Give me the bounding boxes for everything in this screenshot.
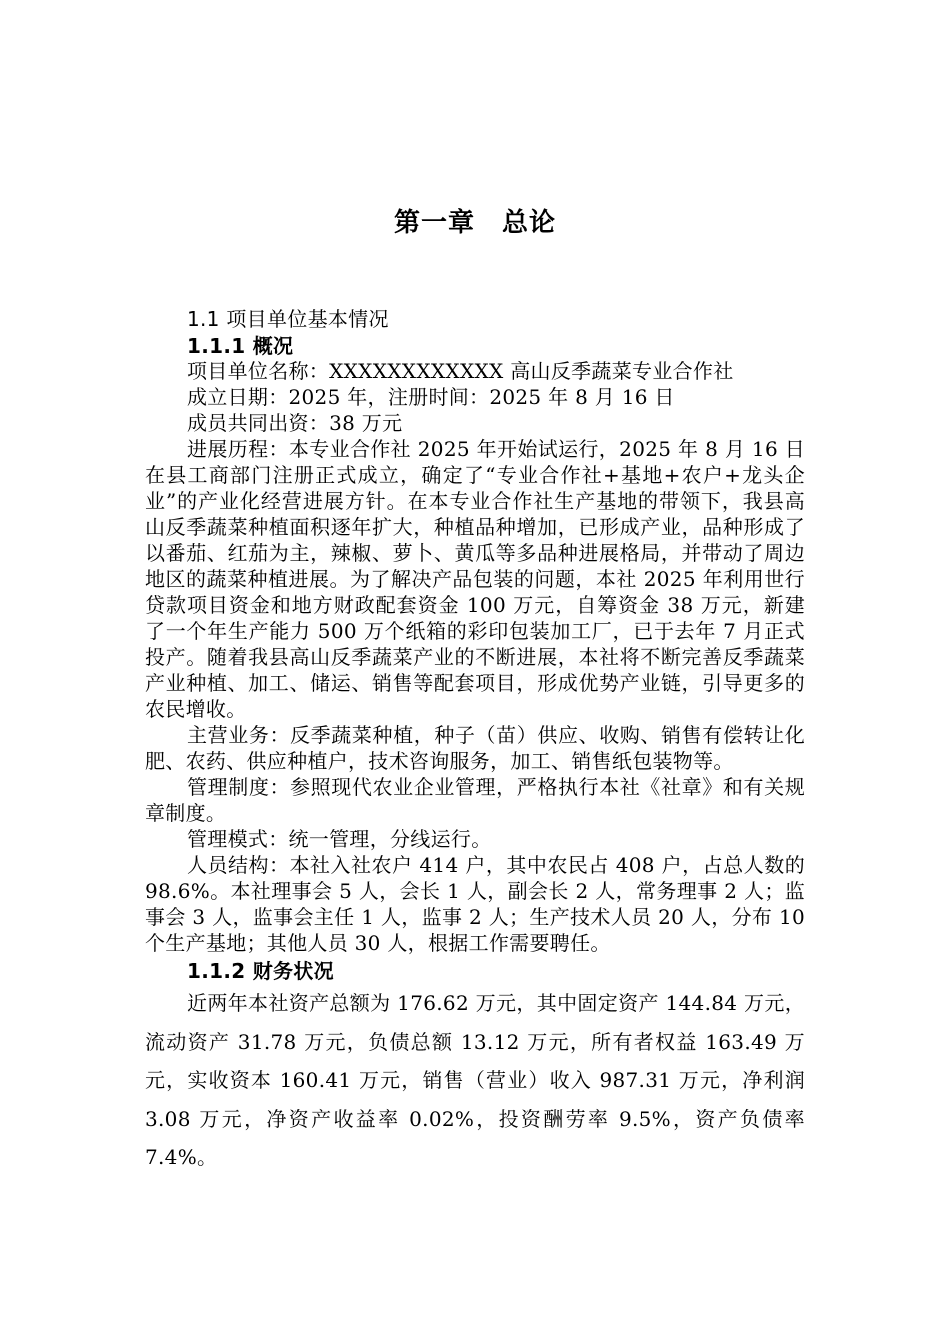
management-mode-paragraph: 管理模式：统一管理，分线运行。 — [187, 827, 492, 851]
document-body — [145, 304, 805, 1177]
staff-structure-paragraph: 人员结构：本社入社农户 414 户，其中农民占 408 户，占总人数的 98.6%。本社理事会 5 人，会长 1 人，副会长 2 人，常务理事 2 人；监事会 3 人，监事会主任 1 人，监事 2 人；生产技术人员 20 人，分布 10 个生产基地；其他人员 30 人，根据工作需要聘任。 — [145, 853, 805, 955]
history-paragraph: 进展历程：本专业合作社 2025 年开始试运行，2025 年 8 月 16 日在县工商部门注册正式成立，确定了“专业合作社+基地+农户+龙头企业”的产业化经营进展方针。在本专业合作社生产基地的带领下，我县高山反季蔬菜种植面积逐年扩大，种植品种增加，已形成产业，品种形成了以番茄、红茄为主，辣椒、萝卜、黄瓜等多品种进展格局，并带动了周边地区的蔬菜种植进展。为了解决产品包装的问题，本社 2025 年利用世行贷款项目资金和地方财政配套资金 100 万元，自筹资金 38 万元，新建了一个年生产能力 500 万个纸箱的彩印包装加工厂，已于去年 7 月正式投产。随着我县高山反季蔬菜产业的不断进展，本社将不断完善反季蔬菜产业种植、加工、储运、销售等配套项目，形成优势产业链，引导更多的农民增收。 — [145, 437, 805, 721]
capital-line: 成员共同出资：38 万元 — [187, 411, 403, 435]
management-system-paragraph: 管理制度：参照现代农业企业管理，严格执行本社《社章》和有关规章制度。 — [145, 775, 805, 825]
chapter-title: 第一章 总论 — [393, 208, 556, 238]
finance-paragraph: 近两年本社资产总额为 176.62 万元，其中固定资产 144.84 万元，流动资产 31.78 万元，负债总额 13.12 万元，所有者权益 163.49 万元，实收资本 160.41 万元，销售（营业）收入 987.31 万元，净利润 3.08 万元，净资产收益率 0.02%，投资酬劳率 9.5%，资产负债率 7.4%。 — [145, 991, 805, 1169]
established-date-line: 成立日期：2025 年，注册时间：2025 年 8 月 16 日 — [187, 385, 675, 409]
subsection-heading-overview: 1.1.1 概况 — [187, 334, 294, 358]
section-heading-1-1: 1.1 项目单位基本情况 — [187, 307, 389, 331]
unit-name-line: 项目单位名称：XXXXXXXXXXXX 高山反季蔬菜专业合作社 — [187, 359, 734, 383]
subsection-heading-finance: 1.1.2 财务状况 — [187, 959, 334, 983]
business-paragraph: 主营业务：反季蔬菜种植，种子（苗）供应、收购、销售有偿转让化肥、农药、供应种植户，技术咨询服务，加工、销售纸包装物等。 — [145, 723, 805, 773]
